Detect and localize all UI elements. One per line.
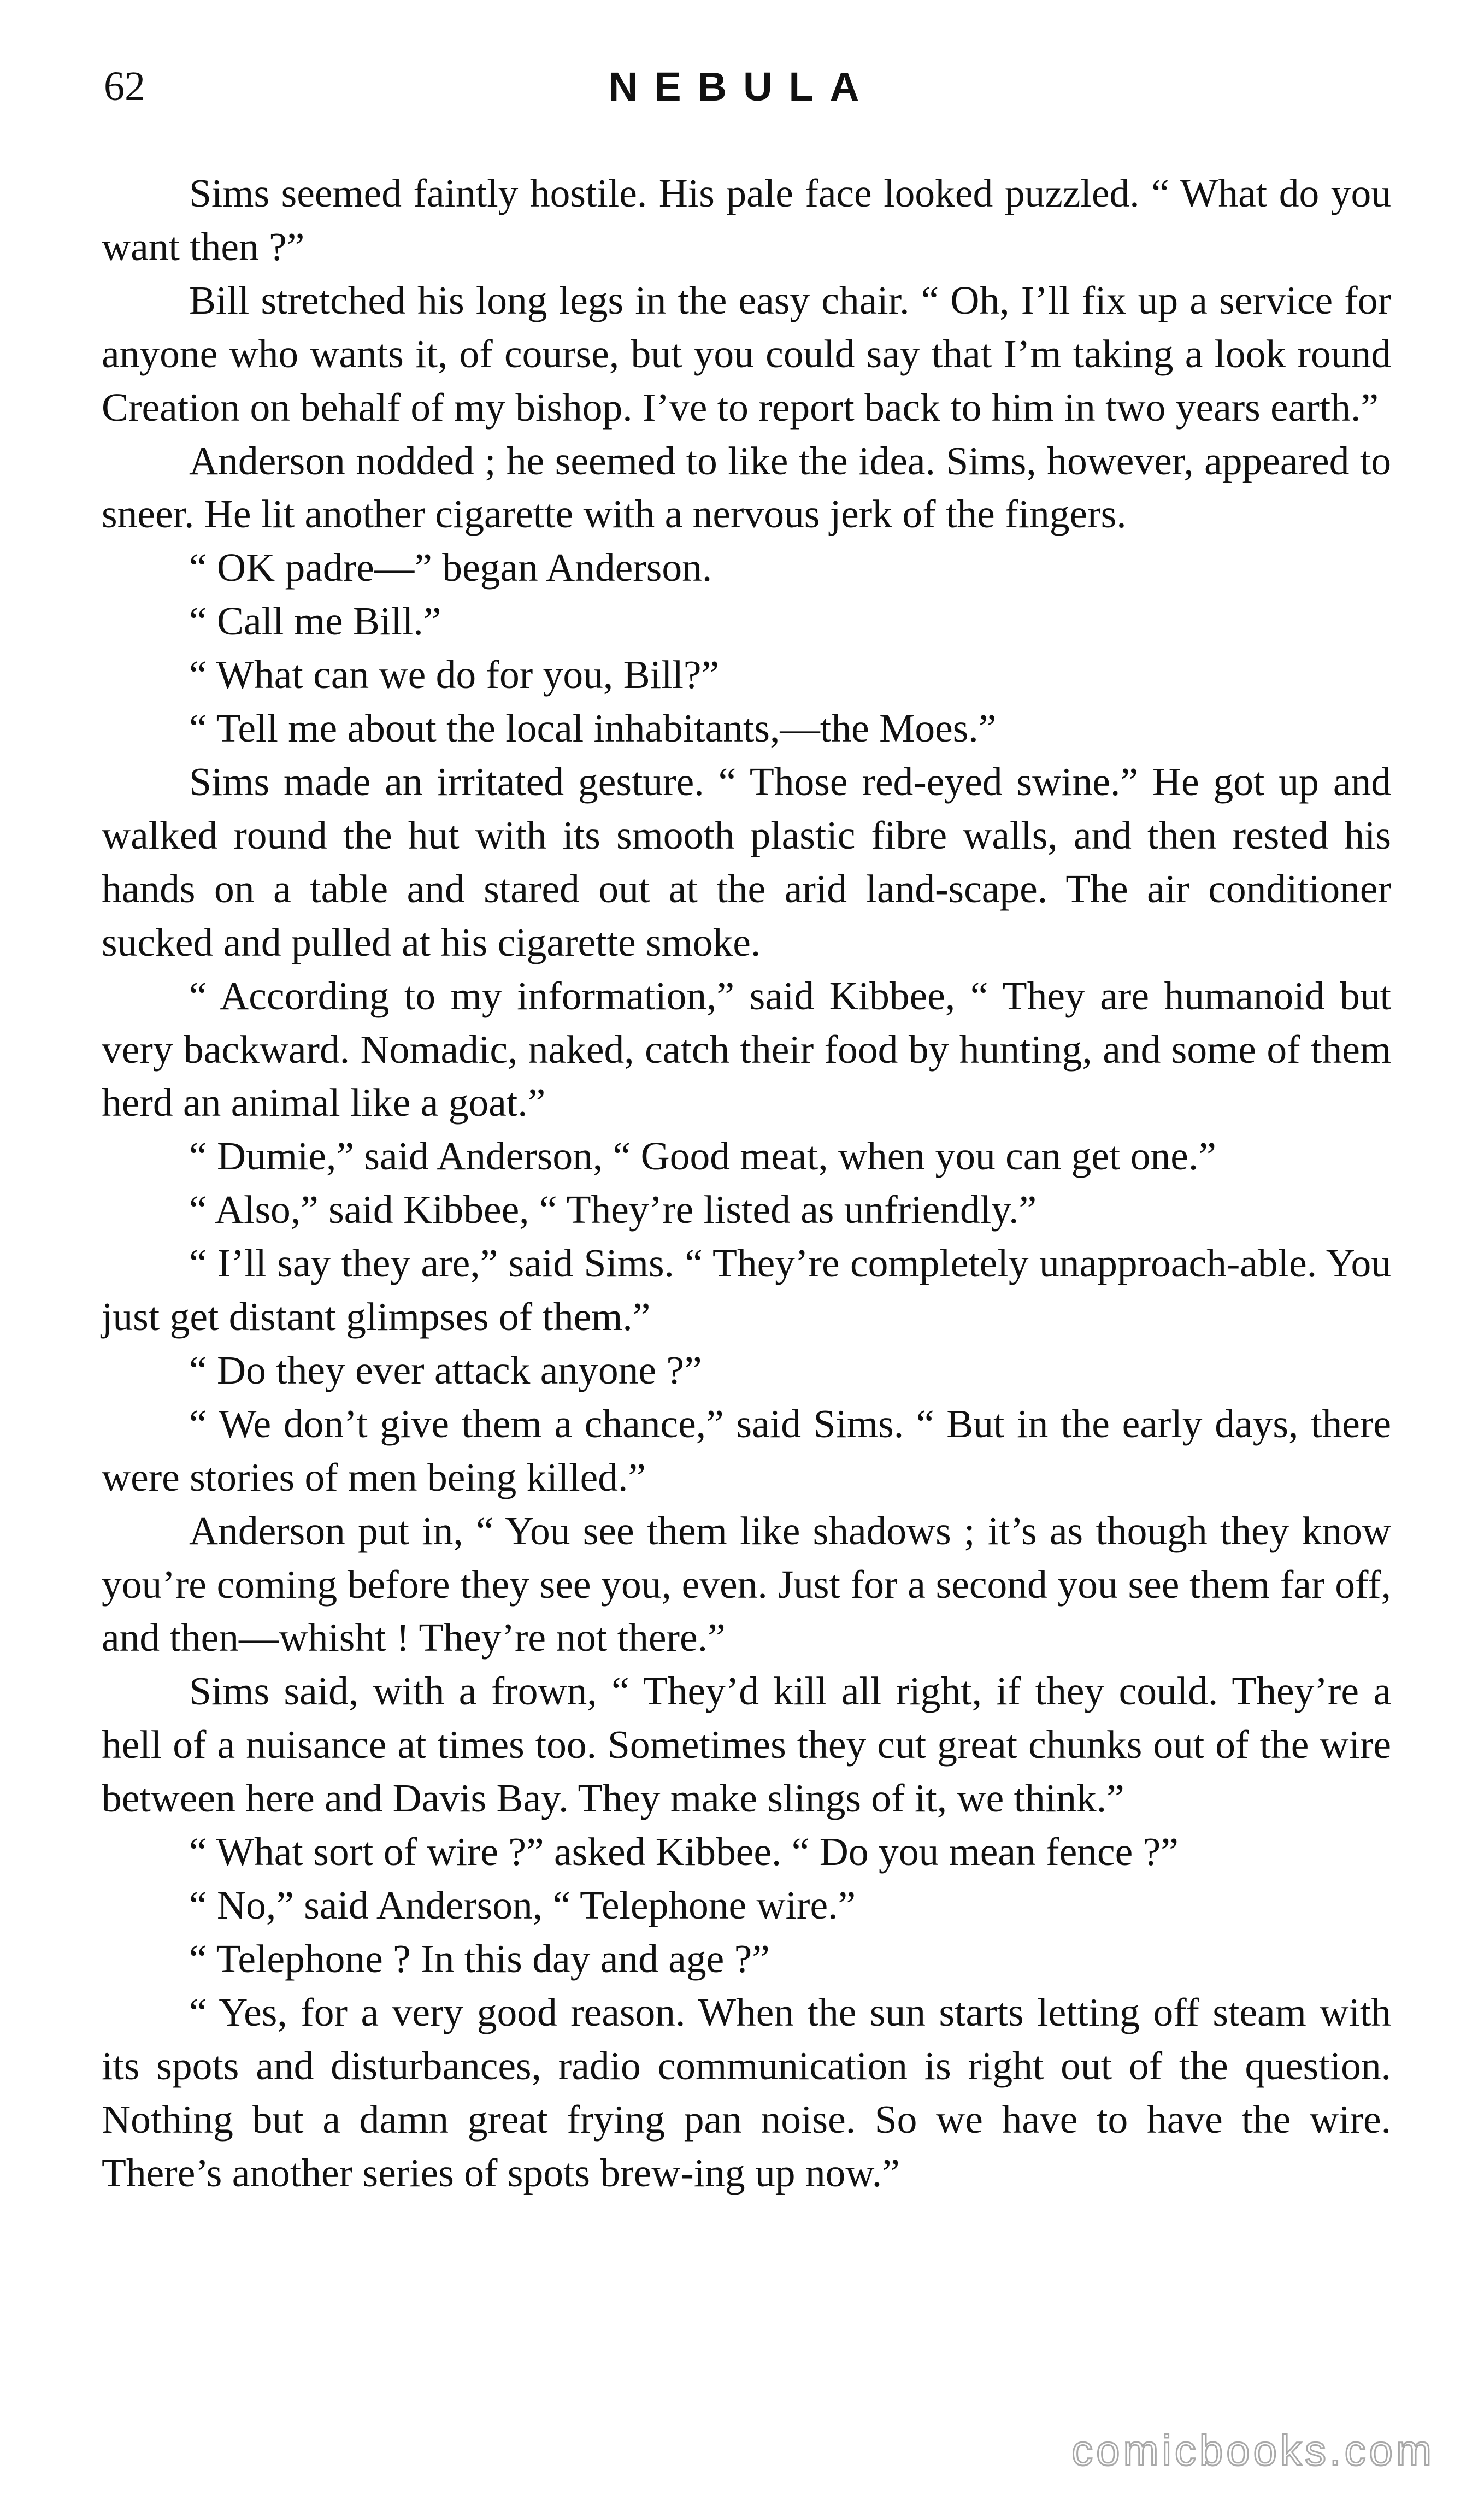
paragraph: “ Also,” said Kibbee, “ They’re listed as unfriendly.” [189, 1187, 1037, 1232]
paragraph: “ We don’t give them a chance,” said Sims. “ But in the early days, there were stories of men being killed.” [102, 1401, 1391, 1499]
paragraph: “ Dumie,” said Anderson, “ Good meat, when you can get one.” [189, 1134, 1216, 1179]
paragraph: Bill stretched his long legs in the easy chair. “ Oh, I’ll fix up a service for anyone who wants it, of course, but you could say that I’m taking a look round Creation on behalf of my bishop. I’ve to report back to him in two years earth.” [102, 278, 1391, 430]
watermark: comicbooks.com [1071, 2426, 1435, 2474]
paragraph: Sims made an irritated gesture. “ Those red-eyed swine.” He got up and walked round the hut with its smooth plastic fibre walls, and then rested his hands on a table and stared out at the arid land-scape. The air conditioner sucked and pulled at his cigarette smoke. [102, 759, 1391, 964]
paragraph: “ No,” said Anderson, “ Telephone wire.” [189, 1883, 856, 1927]
paragraph: “ Tell me about the local inhabitants,—the Moes.” [189, 706, 997, 751]
page-number: 62 [104, 63, 145, 109]
paragraph: “ Call me Bill.” [189, 599, 441, 644]
paragraph: “ What sort of wire ?” asked Kibbee. “ Do you mean fence ?” [189, 1829, 1179, 1874]
story-text [102, 167, 1391, 2199]
paragraph: “ OK padre—” began Anderson. [189, 545, 712, 590]
paragraph: “ Do they ever attack anyone ?” [189, 1348, 702, 1392]
paragraph: Anderson nodded ; he seemed to like the idea. Sims, however, appeared to sneer. He lit another cigarette with a nervous jerk of the fingers. [102, 438, 1391, 537]
paragraph: “ According to my information,” said Kibbee, “ They are humanoid but very backward. Nomadic, naked, catch their food by hunting, and some of them herd an animal like a goat.” [102, 973, 1391, 1125]
paragraph: “ Yes, for a very good reason. When the sun starts letting off steam with its spots and disturbances, radio communication is right out of the question. Nothing but a damn great frying pan noise. So we have to have the wire. There’s another series of spots brew-ing up now.” [102, 1990, 1391, 2195]
running-title: NEBULA [608, 64, 876, 109]
paragraph: Sims said, with a frown, “ They’d kill all right, if they could. They’re a hell of a nuisance at times too. Sometimes they cut great chunks out of the wire between here and Davis Bay. They make slings of it, we think.” [102, 1669, 1391, 1821]
paragraph: “ I’ll say they are,” said Sims. “ They’re completely unapproach-able. You just get distant glimpses of them.” [102, 1241, 1391, 1339]
paragraph: Sims seemed faintly hostile. His pale face looked puzzled. “ What do you want then ?” [102, 171, 1391, 269]
paragraph: “ Telephone ? In this day and age ?” [189, 1936, 770, 1981]
paragraph: “ What can we do for you, Bill?” [189, 652, 720, 697]
paragraph: Anderson put in, “ You see them like shadows ; it’s as though they know you’re coming before they see you, even. Just for a second you see them far off, and then—whisht ! They’re not there.” [102, 1508, 1391, 1660]
